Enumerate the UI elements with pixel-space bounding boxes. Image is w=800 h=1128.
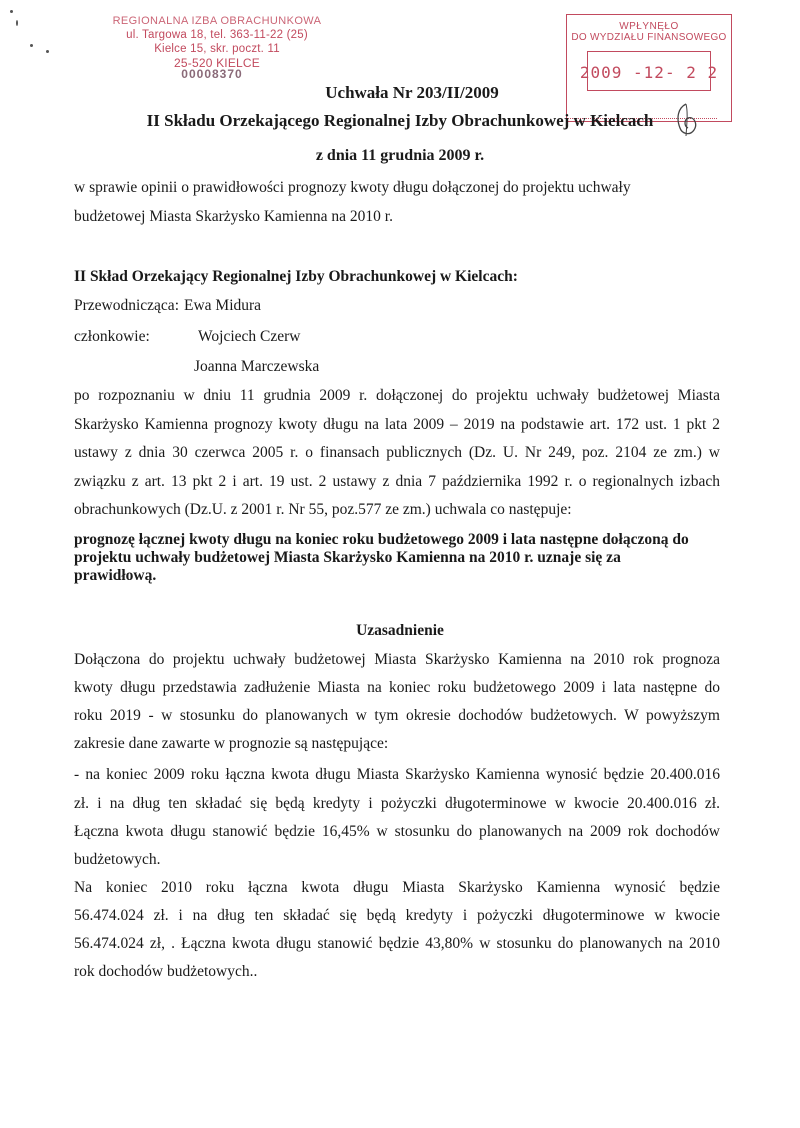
scan-speck <box>16 20 18 26</box>
received-stamp-line2: DO WYDZIAŁU FINANSOWEGO <box>571 32 727 43</box>
recital-line: Skarżysko Kamienna prognozy kwoty długu na lata 2009 – 2019 na podstawie art. 172 ust. 1 pkt 2 <box>74 416 720 433</box>
justification-line: zakresie dane zawarte w prognozie są następujące: <box>74 735 389 752</box>
justification-line: Łączna kwota długu stanowić będzie 16,45% w stosunku do planowanych na 2009 rok dochodów <box>74 823 720 840</box>
justification-line: budżetowych. <box>74 851 161 868</box>
recital-line: obrachunkowych (Dz.U. z 2001 r. Nr 55, poz.577 ze zm.) uchwala co następuje: <box>74 501 572 518</box>
subject-line1: w sprawie opinii o prawidłowości prognozy kwoty długu dołączonej do projektu uchwały <box>74 179 631 196</box>
recital-line: ustawy z dnia 30 czerwca 2005 r. o finansach publicznych (Dz. U. Nr 249, poz. 2104 ze zm.) w <box>74 444 720 461</box>
justification-line: Dołączona do projektu uchwały budżetowej Miasta Skarżysko Kamienna na 2010 rok prognoza <box>74 651 720 668</box>
justification-line: kwoty długu przedstawia zadłużenie Miasta na koniec roku budżetowego 2009 i lata następne do <box>74 679 720 696</box>
received-stamp <box>566 14 732 122</box>
decision-line: prawidłową. <box>74 567 157 584</box>
justification-line: Na koniec 2010 roku łączna kwota długu Miasta Skarżysko Kamienna wynosić będzie <box>74 879 720 896</box>
justification-line: 56.474.024 zł, . Łączna kwota długu stanowić będzie 43,80% w stosunku do planowanych na 2010 <box>74 935 720 952</box>
justification-line: rok dochodów budżetowych.. <box>74 963 258 980</box>
decision-line: prognozę łącznej kwoty długu na koniec roku budżetowego 2009 i lata następne dołączoną do <box>74 531 689 548</box>
scan-speck <box>30 44 33 47</box>
sender-stamp-line3: Kielce 15, skr. poczt. 11 <box>154 43 280 55</box>
chair-name: Ewa Midura <box>184 297 262 314</box>
registration-number: 00008370 <box>181 67 243 81</box>
justification-line: roku 2019 - w stosunku do planowanych w tym okresie dochodów budżetowych. W powyższym <box>74 707 720 724</box>
sender-stamp-line2: ul. Targowa 18, tel. 363-11-22 (25) <box>126 29 308 41</box>
justification-line: zł. i na dług ten składać się będą kredyty i pożyczki długoterminowe w kwocie 20.400.016 zł. <box>74 795 720 812</box>
recital-line: związku z art. 13 pkt 2 i art. 19 ust. 2 ustawy z dnia 7 października 1992 r. o regionalnych izbach <box>74 473 720 490</box>
scan-speck <box>10 10 13 13</box>
resolution-date: z dnia 11 grudnia 2009 r. <box>315 147 485 164</box>
resolution-title: Uchwała Nr 203/II/2009 <box>325 83 499 102</box>
sender-stamp-line4: 25-520 KIELCE <box>174 56 260 70</box>
sender-stamp-line1: REGIONALNA IZBA OBRACHUNKOWA <box>112 15 322 27</box>
received-date: 2009 -12- 2 2 <box>579 63 719 82</box>
member-name: Joanna Marczewska <box>194 358 320 375</box>
sender-stamp <box>112 14 322 81</box>
composition-heading: II Skład Orzekający Regionalnej Izby Obrachunkowej w Kielcach: <box>74 268 518 285</box>
chair-label: Przewodnicząca: <box>74 297 179 314</box>
recital-line: po rozpoznaniu w dniu 11 grudnia 2009 r. dołączonej do projektu uchwały budżetowej Miasta <box>74 387 720 404</box>
justification-line: 56.474.024 zł. i na dług ten składać się będą kredyty i pożyczki długoterminowe w kwocie <box>74 907 720 924</box>
issuing-body: II Składu Orzekającego Regionalnej Izby Obrachunkowej w Kielcach <box>146 111 654 130</box>
member-name: Wojciech Czerw <box>198 328 301 345</box>
received-stamp-line1: WPŁYNĘŁO <box>619 21 679 32</box>
justification-line: - na koniec 2009 roku łączna kwota długu Miasta Skarżysko Kamienna wynosić będzie 20.400.016 <box>74 766 720 783</box>
decision-line: projektu uchwały budżetowej Miasta Skarżysko Kamienna na 2010 r. uznaje się za <box>74 549 621 566</box>
scan-speck <box>46 50 49 53</box>
members-label: członkowie: <box>74 328 150 345</box>
justification-heading: Uzasadnienie <box>356 622 444 639</box>
subject-line2: budżetowej Miasta Skarżysko Kamienna na 2010 r. <box>74 208 393 225</box>
